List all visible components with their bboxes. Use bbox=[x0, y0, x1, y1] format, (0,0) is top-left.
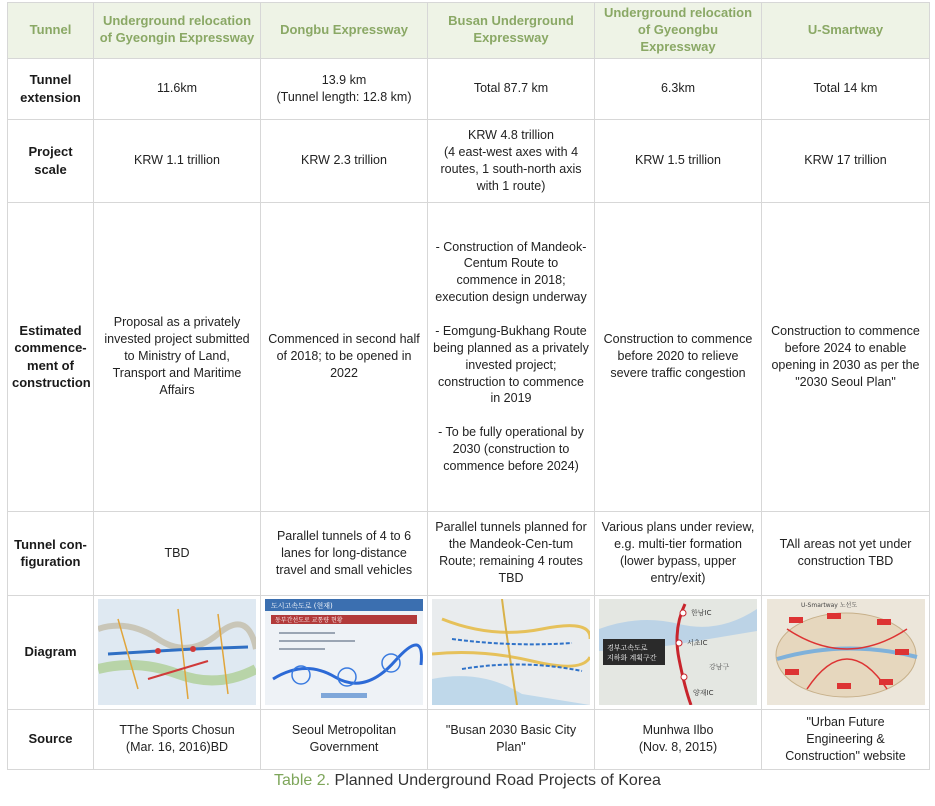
map-place-gangnam: 강남구 bbox=[709, 663, 730, 672]
cell-source-gyeongbu: Munhwa Ilbo (Nov. 8, 2015) bbox=[595, 709, 762, 769]
caption-text: Planned Underground Road Projects of Korea bbox=[330, 772, 661, 789]
cell-extension-usmartway: Total 14 km bbox=[762, 58, 930, 119]
cell-extension-dongbu: 13.9 km (Tunnel length: 12.8 km) bbox=[261, 58, 428, 119]
row-label-diagram: Diagram bbox=[8, 595, 94, 709]
row-tunnel-extension bbox=[8, 58, 930, 119]
row-label-extension: Tunnel extension bbox=[8, 58, 94, 119]
cell-config-gyeongin: TBD bbox=[94, 511, 261, 595]
cell-config-gyeongbu: Various plans under review, e.g. multi-tier formation (lower bypass, upper entry/exit) bbox=[595, 511, 762, 595]
map-usmartway-title: U-Smartway 노선도 bbox=[800, 602, 857, 610]
cell-source-dongbu: Seoul Metropolitan Government bbox=[261, 709, 428, 769]
map-dongbu-title: 도시고속도로 (현재) bbox=[271, 602, 333, 611]
map-place-yangjae: 양재IC bbox=[693, 689, 714, 698]
cell-scale-busan: KRW 4.8 trillion (4 east-west axes with 4 routes, 1 south-north axis with 1 route) bbox=[428, 119, 595, 202]
cell-config-dongbu: Parallel tunnels of 4 to 6 lanes for long-distance travel and small vehicles bbox=[261, 511, 428, 595]
cell-source-busan: "Busan 2030 Basic City Plan" bbox=[428, 709, 595, 769]
header-busan: Busan Underground Expressway bbox=[428, 3, 595, 59]
header-row bbox=[8, 3, 930, 59]
row-source bbox=[8, 709, 930, 769]
header-tunnel: Tunnel bbox=[8, 3, 94, 59]
map-gyeongbu-image bbox=[599, 599, 757, 705]
cell-scale-gyeongbu: KRW 1.5 trillion bbox=[595, 119, 762, 202]
map-gyeongin-image bbox=[98, 599, 256, 705]
cell-extension-gyeongin: 11.6km bbox=[94, 58, 261, 119]
row-configuration bbox=[8, 511, 930, 595]
cell-extension-busan: Total 87.7 km bbox=[428, 58, 595, 119]
cell-diagram-gyeongbu bbox=[595, 595, 762, 709]
map-place-hannam: 한남IC bbox=[691, 609, 712, 618]
cell-source-gyeongin: TThe Sports Chosun (Mar. 16, 2016)BD bbox=[94, 709, 261, 769]
row-commencement bbox=[8, 202, 930, 511]
row-diagram bbox=[8, 595, 930, 709]
row-label-commencement: Estimated commence- ment of construction bbox=[8, 202, 94, 511]
cell-extension-gyeongbu: 6.3km bbox=[595, 58, 762, 119]
header-gyeongin: Underground relocation of Gyeongin Expressway bbox=[94, 3, 261, 59]
cell-source-usmartway: "Urban Future Engineering & Construction" website bbox=[762, 709, 930, 769]
map-gyeongbu-label-1: 경부고속도로 bbox=[607, 644, 648, 653]
header-dongbu: Dongbu Expressway bbox=[261, 3, 428, 59]
map-gyeongbu-label-2: 지하화 계획구간 bbox=[607, 654, 657, 663]
cell-commencement-gyeongbu: Construction to commence before 2020 to relieve severe traffic congestion bbox=[595, 202, 762, 511]
cell-scale-usmartway: KRW 17 trillion bbox=[762, 119, 930, 202]
map-place-seocho: 서초IC bbox=[687, 639, 708, 648]
cell-scale-dongbu: KRW 2.3 trillion bbox=[261, 119, 428, 202]
map-busan-image bbox=[432, 599, 590, 705]
map-dongbu-image bbox=[265, 599, 423, 705]
header-gyeongbu: Underground relocation of Gyeongbu Expressway bbox=[595, 3, 762, 59]
caption-number: Table 2. bbox=[274, 772, 331, 789]
projects-table bbox=[7, 2, 930, 770]
cell-diagram-usmartway bbox=[762, 595, 930, 709]
row-label-scale: Project scale bbox=[8, 119, 94, 202]
cell-commencement-dongbu: Commenced in second half of 2018; to be opened in 2022 bbox=[261, 202, 428, 511]
row-label-source: Source bbox=[8, 709, 94, 769]
cell-commencement-gyeongin: Proposal as a privately invested project submitted to Ministry of Land, Transport and Maritime Affairs bbox=[94, 202, 261, 511]
cell-diagram-busan bbox=[428, 595, 595, 709]
row-project-scale bbox=[8, 119, 930, 202]
row-label-configuration: Tunnel con- figuration bbox=[8, 511, 94, 595]
cell-commencement-busan: - Construction of Mandeok-Centum Route to commence in 2018; execution design underway - Eomgung-Bukhang Route being planned as a privately invested project; construction to commence in 2019 - To be fully operational by 2030 (construction to commence before 2024) bbox=[428, 202, 595, 511]
cell-config-usmartway: TAll areas not yet under construction TBD bbox=[762, 511, 930, 595]
map-usmartway-image bbox=[767, 599, 925, 705]
header-usmartway: U-Smartway bbox=[762, 3, 930, 59]
cell-config-busan: Parallel tunnels planned for the Mandeok-Cen-tum Route; remaining 4 routes TBD bbox=[428, 511, 595, 595]
table-caption bbox=[0, 772, 935, 790]
cell-scale-gyeongin: KRW 1.1 trillion bbox=[94, 119, 261, 202]
cell-commencement-usmartway: Construction to commence before 2024 to enable opening in 2030 as per the "2030 Seoul Plan" bbox=[762, 202, 930, 511]
map-dongbu-subtitle: 동부간선도로 교통량 현황 bbox=[275, 617, 343, 625]
cell-diagram-dongbu bbox=[261, 595, 428, 709]
cell-diagram-gyeongin bbox=[94, 595, 261, 709]
